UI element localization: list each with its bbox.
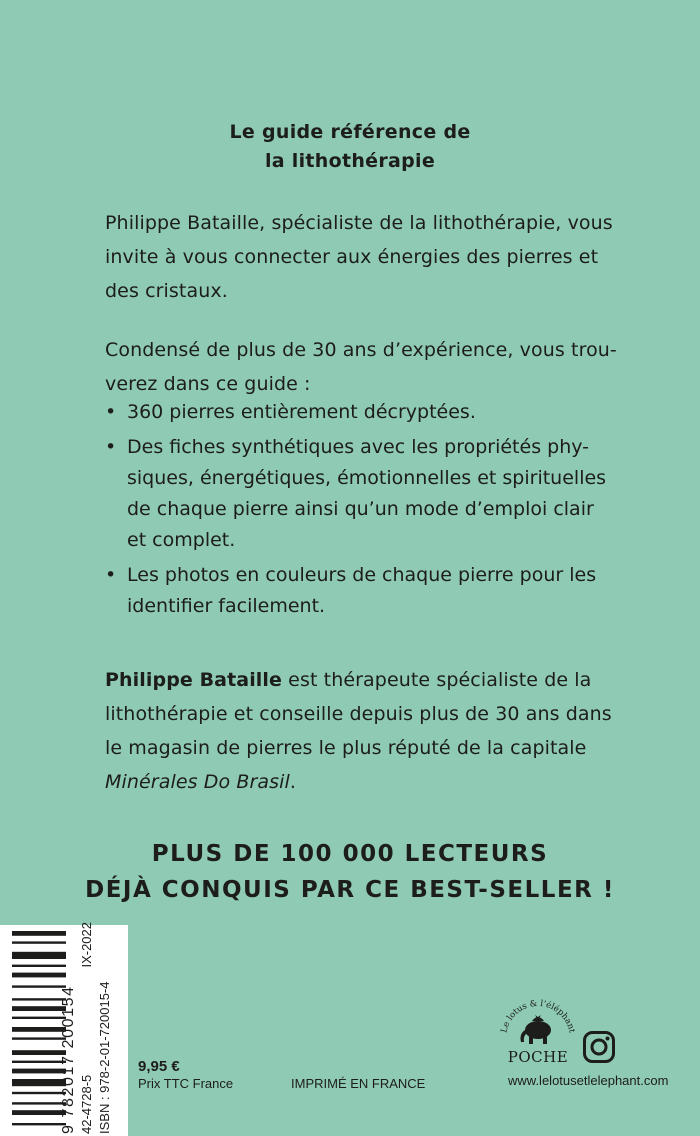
publisher-logo-text: Le lotus & l’éléphant — [499, 998, 577, 1034]
barcode-digits: 9 782017 200154 — [60, 985, 77, 1134]
barcode-bar — [12, 965, 66, 967]
website-link[interactable]: www.lelotusetlelephant.com — [508, 1073, 669, 1088]
barcode-bar — [12, 1092, 66, 1094]
tagline-line-1: PLUS DE 100 000 LECTEURS — [151, 841, 549, 867]
barcode-bar — [12, 1006, 66, 1011]
list-item — [105, 397, 600, 428]
barcode-bar — [12, 931, 66, 936]
intro-line: invite à vous connecter aux énergies des pierres et — [105, 246, 599, 268]
barcode-bar — [12, 998, 66, 1000]
barcode-bar — [12, 1123, 66, 1125]
collection-name: POCHE — [507, 1048, 569, 1066]
barcode-bars — [12, 929, 66, 1129]
isbn: ISBN : 978-2-01-720015-4 — [97, 981, 112, 1134]
barcode-bar — [12, 1061, 66, 1063]
barcode-bar — [12, 985, 66, 987]
barcode-bar — [12, 1037, 66, 1039]
barcode-bar — [12, 941, 66, 943]
barcode-bar — [12, 1102, 66, 1104]
list-item-line: identifier facilement. — [127, 595, 326, 617]
author-paragraph — [105, 663, 612, 799]
barcode-bar — [12, 1110, 66, 1115]
list-item — [105, 560, 600, 622]
store-end: . — [289, 771, 297, 793]
printed-in: IMPRIMÉ EN FRANCE — [291, 1076, 426, 1091]
tagline-line-2: DÉJÀ CONQUIS PAR CE BEST-SELLER ! — [85, 877, 615, 903]
intro-paragraph — [105, 206, 613, 308]
author-line: le magasin de pierres le plus réputé de la capitale — [105, 737, 587, 759]
bullet-icon: • — [105, 401, 117, 423]
price-label: Prix TTC France — [138, 1076, 234, 1091]
author-line: lithothérapie et conseille depuis plus de 30 ans dans — [105, 703, 612, 725]
barcode-bar — [12, 1050, 66, 1055]
product-code: 42-4728-5 — [79, 1074, 94, 1134]
elephant-icon — [521, 1015, 552, 1044]
heading — [0, 118, 700, 176]
bullet-icon: • — [105, 436, 117, 458]
barcode-text — [60, 922, 114, 1134]
tagline — [0, 836, 700, 908]
list-item-line: 360 pierres entièrement décryptées. — [127, 401, 476, 423]
author-line-rest: est thérapeute spécialiste de la — [282, 669, 592, 691]
barcode-bar — [12, 1069, 66, 1074]
barcode-bar — [12, 1027, 66, 1032]
summary-line: Condensé de plus de 30 ans d’expérience, vous trou- — [105, 339, 617, 361]
list-item-line: et complet. — [127, 529, 236, 551]
author-name: Philippe Bataille — [105, 669, 283, 691]
list-item-line: de chaque pierre ainsi qu’un mode d’emploi clair — [127, 498, 594, 520]
barcode-codes — [78, 922, 96, 1134]
summary-line: verez dans ce guide : — [105, 373, 311, 395]
list-item-line: Des fiches synthétiques avec les propriétés phy- — [127, 436, 590, 458]
list-item-line: Les photos en couleurs de chaque pierre pour les — [127, 564, 597, 586]
barcode-bar — [12, 973, 66, 978]
isbn-row — [96, 922, 114, 1134]
summary-paragraph — [105, 333, 617, 401]
heading-line-2: la lithothérapie — [264, 150, 436, 172]
author-line — [105, 663, 600, 697]
author-line — [105, 765, 600, 799]
instagram-icon[interactable] — [582, 1030, 616, 1064]
bullet-icon: • — [105, 564, 117, 586]
intro-line: des cristaux. — [105, 280, 228, 302]
edition-code: IX-2022 — [79, 922, 94, 968]
heading-line-1: Le guide référence de — [229, 121, 471, 143]
list-item — [105, 432, 607, 556]
price: 9,95 € — [138, 1058, 180, 1075]
barcode-bar — [12, 952, 66, 959]
barcode-bar — [12, 1017, 66, 1019]
list-item-line: siques, énergétiques, émotionnelles et spirituelles — [127, 467, 607, 489]
barcode-bar — [12, 1079, 66, 1086]
store-name: Minérales Do Brasil — [105, 771, 290, 793]
feature-list — [105, 397, 607, 626]
intro-line: Philippe Bataille, spécialiste de la lithothérapie, vous — [105, 212, 613, 234]
